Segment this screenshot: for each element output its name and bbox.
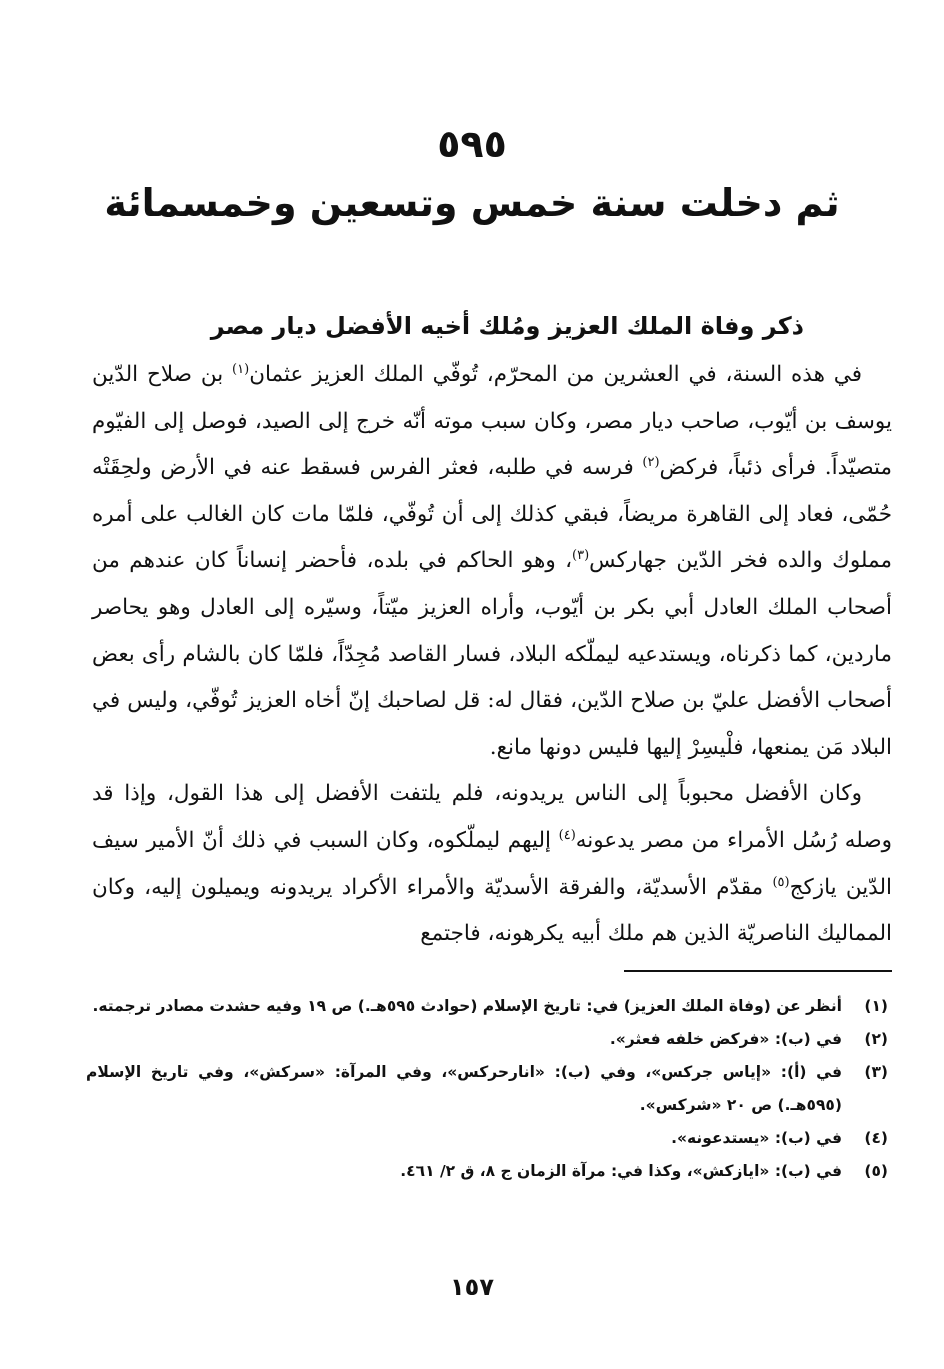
chapter-title: ثم دخلت سنة خمس وتسعين وخمسمائة xyxy=(104,181,840,225)
footnote-number: (١) xyxy=(864,997,888,1015)
year-number: ٥٩٥ xyxy=(437,122,507,166)
footnote-2 xyxy=(86,1023,892,1056)
footnote-number: (٤) xyxy=(864,1129,888,1147)
text-run: إليهم ليملّكوه، وكان السبب في ذلك أنّ الأمير سيف الدّين يازكج xyxy=(92,827,892,900)
footnote-ref-2: (٢) xyxy=(642,455,660,471)
footnote-text: في (ب): «يستدعونه». xyxy=(671,1129,842,1147)
footnote-text: في (ب): «ايازكش»، وكذا في: مرآة الزمان ج ٨، ق ٢/ ٤٦١. xyxy=(400,1162,842,1180)
text-run: بن صلاح الدّين يوسف بن أيّوب، صاحب ديار مصر، وكان سبب موته أنّه خرج إلى الصيد، فوصل إلى الفيّوم متصيّداً. فرأى ذئباً، فركض xyxy=(92,362,892,481)
body-text xyxy=(92,352,892,958)
footnote-number: (٣) xyxy=(864,1063,888,1081)
footnote-ref-1: (١) xyxy=(232,361,250,377)
footnote-3 xyxy=(86,1056,892,1122)
text-run: ، وهو الحاكم في بلده، فأحضر إنساناً كان عندهم من أصحاب الملك العادل أبي بكر بن أيّوب، وأراه العزيز ميّتاً، وسيّره إلى العادل وهو يحاصر ماردين، كما ذكرناه، ويستدعيه ليملّكه البلاد، فسار القاصد مُجِدّاً، فلمّا كان بالشام رأى بعض أصحاب الأفضل عليّ بن صلاح الدّين، فقال له: قل لصاحبك إنّ أخاه العزيز تُوفّي، وليس في البلاد مَن يمنعها، فلْيسِرْ إليها فليس دونها مانع. xyxy=(92,548,892,760)
footnotes xyxy=(86,990,892,1188)
footnote-ref-5: (٥) xyxy=(772,874,790,890)
text-run: مقدّم الأسديّة، والفرقة الأسديّة والأمراء الأكراد يريدونه ويميلون إليه، وكان المماليك الناصريّة الذين هم ملك أبيه يكرهونه، فاجتمع xyxy=(92,874,892,947)
footnote-number: (٥) xyxy=(864,1162,888,1180)
footnote-ref-3: (٣) xyxy=(572,548,590,564)
footnote-text: في (أ): «إياس جركس»، وفي (ب): «انارحركس»، وفي المرآة: «سركش»، وفي تاريخ الإسلام (٥٩٥هـ.) ص ٢٠ «شركس». xyxy=(86,1063,842,1114)
footnote-text: أنظر عن (وفاة الملك العزيز) في: تاريخ الإسلام (حوادث ٥٩٥هـ.) ص ١٩ وفيه حشدت مصادر ترجمته. xyxy=(92,997,842,1015)
footnote-divider xyxy=(624,970,892,972)
paragraph-1 xyxy=(92,352,892,771)
footnote-number: (٢) xyxy=(864,1030,888,1048)
footnote-text: في (ب): «فركض خلفه فعثر». xyxy=(609,1030,842,1048)
paragraph-2 xyxy=(92,771,892,957)
text-run: فرسه في طلبه، فعثر الفرس فسقط عنه في الأرض ولحِقَتْه حُمّى، فعاد إلى القاهرة مريضاً، فبقي كذلك إلى أن تُوفّي، فلمّا مات كان الغالب على أمره مملوك والده فخر الدّين جهاركس xyxy=(92,455,892,574)
section-heading: ذكر وفاة الملك العزيز ومُلك أخيه الأفضل ديار مصر xyxy=(210,312,804,340)
footnote-1 xyxy=(86,990,892,1023)
text-run: في هذه السنة، في العشرين من المحرّم، تُوفّي الملك العزيز عثمان xyxy=(249,362,862,387)
footnote-4 xyxy=(86,1122,892,1155)
page-number: ١٥٧ xyxy=(450,1273,494,1301)
text-run: وكان الأفضل محبوباً إلى الناس يريدونه، فلم يلتفت الأفضل إلى هذا القول، وإذا قد وصله رُسُل الأمراء من مصر يدعونه xyxy=(92,781,892,853)
footnote-5 xyxy=(86,1155,892,1188)
footnote-ref-4: (٤) xyxy=(558,827,576,843)
